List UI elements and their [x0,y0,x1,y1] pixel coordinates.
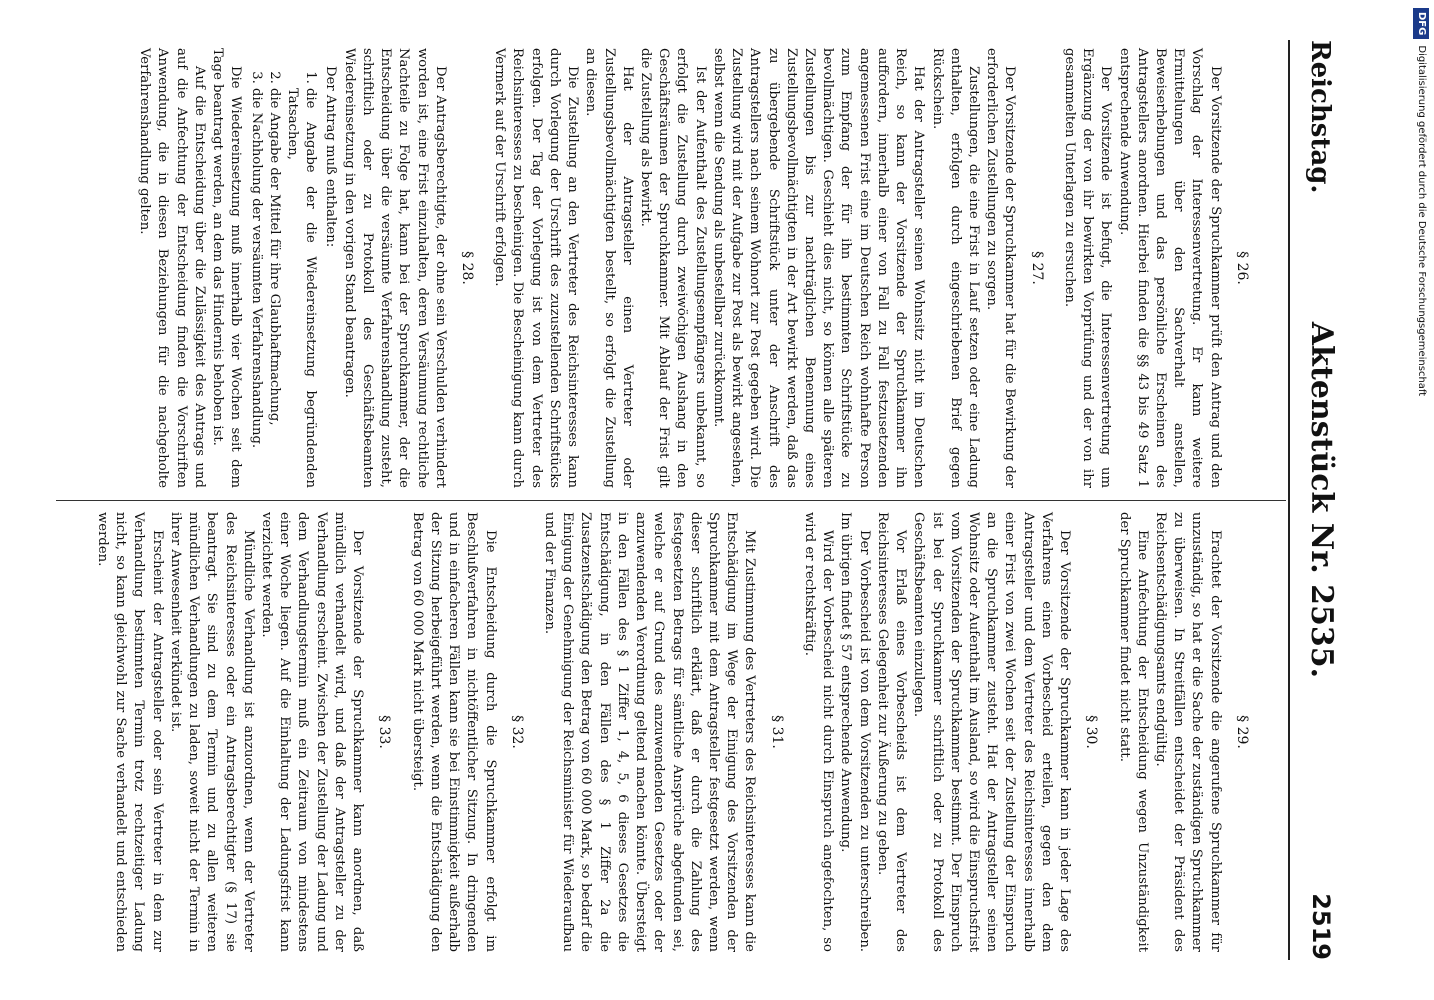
section-26-paragraph-2: Der Vorsitzende ist befugt, die Interessenvertretung um Ergänzung der von ihr bewirkten Vorprüfung und der von ihr gesammelten Unterlagen zu ersuchen. [1061,48,1114,488]
section-28-paragraph-4: Auf die Entscheidung über die Zulässigkeit des Antrags und auf die Anfechtung der Entscheidung finden die Vorschriften Anwendung, die in diesen Beziehungen für die nachgeholte Verfahrenshandlung gelten. [137,48,207,488]
section-33-paragraph-2: Mündliche Verhandlung ist anzuordnen, wenn der Vertreter des Reichsinteresses oder ein Antragsberechtigter (§ 17) sie beantragt. Sie sind zu dem Termin und zu allen weiteren mündlichen Verhandlungen zu laden, soweit nicht der Termin in ihrer Anwesenheit verkündet ist. [167,512,256,952]
section-28-list [246,48,319,488]
header-title: Aktenstück Nr. 2535. [1304,321,1339,679]
section-30-paragraph-3: Der Vorbescheid ist von dem Vorsitzenden zu unterschreiben. Im übrigen findet § 57 entsprechende Anwendung. [838,512,872,952]
section-27-paragraph-1: Der Vorsitzende der Spruchkammer hat für die Bewirkung der erforderlichen Zustellungen zu sorgen. [984,48,1018,488]
section-30-paragraph-2: Vor Erlaß eines Vorbescheids ist dem Vertreter des Reichsinteresses Gelegenheit zur Äußerung zu geben. [874,512,909,952]
section-28-paragraph-3: Die Wiedereinsetzung muß innerhalb vier Wochen seit dem Tage beantragt werden, an dem das Hindernis behoben ist. [210,48,244,488]
section-29-paragraph-1: Erachtet der Vorsitzende die angerufene Spruchkammer für unzuständig, so hat er die Sache der zuständigen Spruchkammer zu überweisen. In Streitfällen entscheidet der Präsident des Reichsentschädigungsamts endgültig. [1153,512,1223,952]
section-32-heading: § 32. [508,715,525,749]
section-28-heading: § 28. [459,251,476,285]
section-26-paragraph-1: Der Vorsitzende der Spruchkammer prüft den Antrag und den Vorschlag der Interessenvertretung. Er kann weitere Ermittelungen über den Sachverhalt anstellen, Beweiserhebungen und das persönliche Erscheinen des Antragstellers anordnen. Hierbei finden die §§ 43 bis 49 Satz 1 entsprechende Anwendung. [1116,48,1223,488]
section-27-paragraph-3: Hat der Antragsteller seinen Wohnsitz nicht im Deutschen Reich, so kann der Vorsitzende der Spruchkammer ihn auffordern, innerhalb einer von Fall zu Fall festzusetzenden angemessenen Frist eine im Deutschen Reich wohnhafte Person zum Empfang der für ihn bestimmten Schriftstücke zu bevollmächtigen. Geschieht dies nicht, so können alle späteren Zustellungen bis zur nachträglichen Benennung eines Zustellungsbevollmächtigten in der Art bewirkt werden, daß das zu übergebende Schriftstück unter der Anschrift des Antragstellers nach seinem Wohnort zur Post gegeben wird. Die Zustellung wird mit der Aufgabe zur Post als bewirkt angesehen, selbst wenn die Sendung als unbestellbar zurückkommt. [710,48,927,488]
section-31-heading: § 31. [768,715,785,749]
header-rule [1288,40,1290,960]
section-33-heading: § 33. [376,715,393,749]
section-30-paragraph-4: Wird der Vorbescheid nicht durch Einspruch angefochten, so wird er rechtskräftig. [802,512,836,952]
right-column [93,512,1275,952]
dfg-stamp-text: Digitalisierung gefördert durch die Deutsche Forschungsgemeinschaft [1416,45,1427,397]
section-33-paragraph-1: Der Vorsitzende der Spruchkammer kann anordnen, daß mündlich verhandelt wird, und daß der Antragsteller zu der Verhandlung erscheint. Zwischen der Zustellung der Ladung und dem Verhandlungstermin muß ein Zeitraum von mindestens einer Woche liegen. Auf die Einhaltung der Ladungsfrist kann verzichtet werden. [259,512,366,952]
dfg-digitization-stamp [1410,8,1432,992]
page-header [1285,40,1345,960]
section-29-paragraph-2: Eine Anfechtung der Entscheidung wegen Unzuständigkeit der Spruchkammer findet nicht statt. [1116,512,1150,952]
section-27-paragraph-4: Ist der Aufenthalt des Zustellungsempfängers unbekannt, so erfolgt die Zustellung durch zweiwöchigen Aushang in den Geschäftsräumen der Spruchkammer. Mit Ablauf der Frist gilt die Zustellung als bewirkt. [638,48,708,488]
section-28-paragraph-2: Der Antrag muß enthalten: [323,66,339,248]
section-30-heading: § 30. [1083,715,1100,749]
section-27-paragraph-5: Hat der Antragsteller einen Vertreter oder Zustellungsbevollmächtigten bestellt, so erfolgt die Zustellung an diesen. [583,48,635,488]
list-item: 3. die Nachholung der versäumten Verfahrenshandlung. [246,88,264,488]
section-32-paragraph-1: Die Entscheidung durch die Spruchkammer erfolgt im Beschlußverfahren in nichtöffentlicher Sitzung. In dringenden und in einfacheren Fällen kann sie bei Einstimmigkeit außerhalb der Sitzung herbeigeführt werden, wenn die Entschädigung den Betrag von 60 000 Mark nicht übersteigt. [409,512,498,952]
section-26-heading: § 26. [1234,251,1250,285]
dfg-logo: DFG [1413,8,1429,39]
header-left: Reichstag. [1305,40,1335,194]
section-27-paragraph-6: Die Zustellung an den Vertreter des Reichsinteresses kann durch Vorlegung der Urschrift des zuzustellenden Schriftstücks erfolgen. Der Tag der Vorlegung ist von dem Vertreter des Reichsinteresses zu bescheinigen. Die Bescheinigung kann durch Vermerk auf der Urschrift erfolgen. [492,48,581,488]
left-column [135,48,1275,488]
list-item: 2. die Angabe der Mittel für ihre Glaubhaftmachung, [265,88,283,488]
section-31-paragraph-1: Mit Zustimmung des Vertreters des Reichsinteresses kann die Entschädigung im Wege der Einigung des Vorsitzenden der Spruchkammer mit dem Antragsteller festgesetzt werden, wenn dieser schriftlich erklärt, daß er durch die Zahlung des festgesetzten Betrags für sämtliche Ansprüche abgefunden sei, welche er auf Grund des anzuwendenden Gesetzes oder der anzuwendenden Verordnung geltend machen könnte. Übersteigt in den Fällen des § 1 Ziffer 1, 4, 5, 6 dieses Gesetzes die Entschädigung, in den Fällen des § 1 Ziffer 2a die Zusatzentschädigung den Betrag von 60 000 Mark, so bedarf die Einigung der Genehmigung der Reichsminister für Wiederaufbau und der Finanzen. [542,512,758,952]
section-30-paragraph-1: Der Vorsitzende der Spruchkammer kann in jeder Lage des Verfahrens einen Vorbescheid erteilen, gegen den dem Antragsteller und dem Vertreter des Reichsinteresses innerhalb einer Frist von zwei Wochen seit der Zustellung der Einspruch an die Spruchkammer zusteht. Hat der Antragsteller seinen Wohnsitz oder Aufenthalt im Ausland, so wird die Einspruchsfrist vom Vorsitzenden der Spruchkammer bestimmt. Der Einspruch ist bei der Spruchkammer schriftlich oder zu Protokoll des Geschäftsbeamten einzulegen. [911,512,1073,952]
section-27-paragraph-2: Zustellungen, die eine Frist in Lauf setzen oder eine Ladung enthalten, erfolgen durch eingeschriebenen Brief gegen Rückschein. [929,48,981,488]
page-number: 2519 [1307,893,1335,960]
list-item: 1. die Angabe der die Wiedereinsetzung begründenden Tatsachen, [283,88,319,488]
section-29-heading: § 29. [1234,715,1250,749]
section-33-paragraph-3: Erscheint der Antragsteller oder sein Vertreter in dem zur Verhandlung bestimmten Termin trotz rechtzeitiger Ladung nicht, so kann gleichwohl zur Sache verhandelt und entschieden werden. [95,512,165,952]
column-divider [56,500,1286,501]
section-28-paragraph-1: Der Antragsberechtigte, der ohne sein Verschulden verhindert worden ist, eine Frist einzuhalten, deren Versäumung rechtliche Nachteile zu Folge hat, kann bei der Spruchkammer, der die Entscheidung über die versäumte Verfahrenshandlung zusteht, schriftlich oder zu Protokoll des Geschäftsbeamten Wiedereinsetzung in den vorigen Stand beantragen. [341,48,448,488]
section-27-heading: § 27. [1028,251,1045,285]
